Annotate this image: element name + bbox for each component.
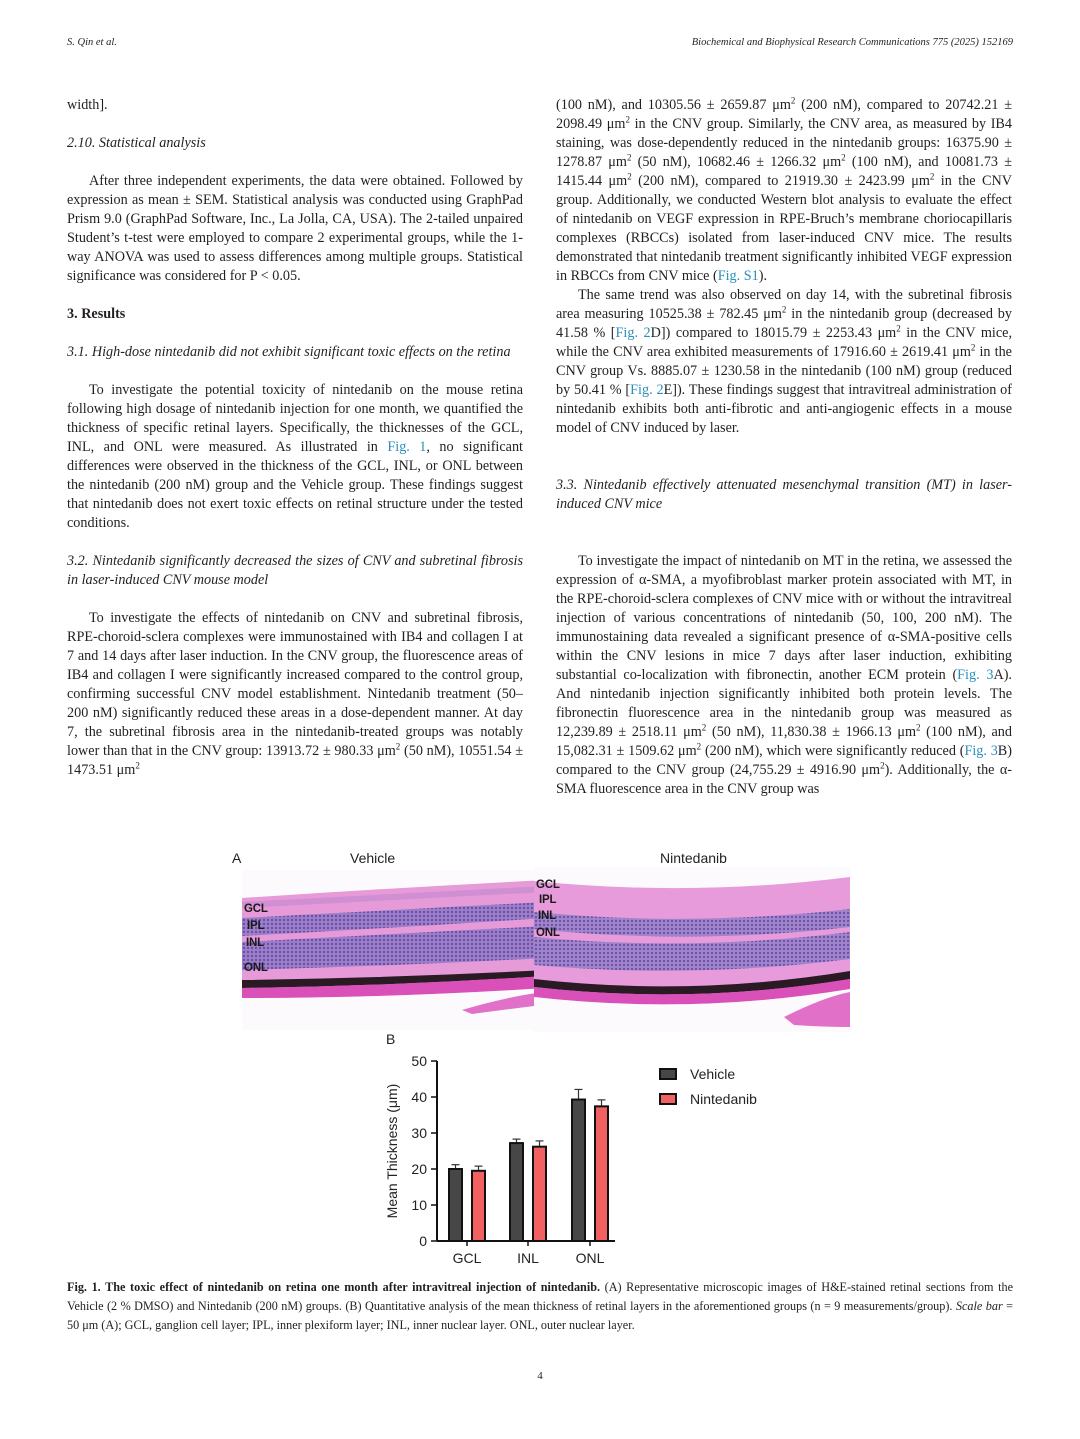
fig-2d-link[interactable]: Fig. 2 bbox=[615, 325, 651, 341]
svg-text:GCL: GCL bbox=[452, 1250, 482, 1265]
layer-label-onl: ONL bbox=[536, 927, 560, 939]
vehicle-image-title: Vehicle bbox=[350, 850, 396, 866]
layer-label-onl: ONL bbox=[244, 962, 268, 974]
panel-a-label: A bbox=[232, 850, 242, 866]
section-3-2-paragraph: To investigate the effects of nintedanib on CNV and subretinal fibrosis, RPE-choroid-sclera complexes were immunostained with IB4 and collagen I at 7 and 14 days after laser induction. In the CNV group, the fluorescence areas of IB4 and collagen I were significantly increased compared to the control group, confirming successful CNV model establishment. Nintedanib treatment (50–200 nM) significantly reduced these areas in a dose-dependent manner. At day 7, the subretinal fibrosis area in the nintedanib-treated groups was notably lower than that in the CNV group: 13913.72 ± 980.33 $\mu m^2$ (50 nM), 10551.54 ± 1473.51 $\mu m^2$ bbox=[67, 610, 523, 778]
left-column bbox=[67, 96, 523, 780]
section-3-2-title: 3.2. Nintedanib significantly decreased the sizes of CNV and subretinal fibrosis in laser-induced CNV mouse model bbox=[67, 553, 523, 588]
section-3-1-paragraph: To investigate the potential toxicity of nintedanib on the mouse retina following high dosage of nintedanib injection for one month, we quantified the thickness of specific retinal layers. Specifically, the thicknesses of the GCL, INL, and ONL were measured. As illustrated in Fig. 1, no significant differences were observed in the thickness of the GCL, INL, or ONL between the nintedanib (200 nM) group and the Vehicle group. These findings suggest that nintedanib does not exert toxic effects on retinal structure under the tested conditions. bbox=[67, 382, 523, 531]
running-head-right: Biochemical and Biophysical Research Communications 775 (2025) 152169 bbox=[691, 37, 1013, 48]
panel-b-label: B bbox=[386, 1031, 396, 1047]
section-3-3-title: 3.3. Nintedanib effectively attenuated mesenchymal transition (MT) in laser-induced CNV mice bbox=[556, 477, 1012, 512]
svg-text:Mean Thickness (μm): Mean Thickness (μm) bbox=[384, 1083, 400, 1219]
figure-1 bbox=[0, 845, 1080, 1265]
layer-label-inl: INL bbox=[538, 910, 556, 922]
svg-text:40: 40 bbox=[411, 1089, 427, 1105]
nintedanib-retina-illustration bbox=[534, 867, 850, 1032]
nintedanib-image-title: Nintedanib bbox=[660, 850, 727, 866]
vehicle-he-image bbox=[242, 870, 546, 1030]
fig-1-link[interactable]: Fig. 1 bbox=[387, 439, 427, 455]
running-head-left: S. Qin et al. bbox=[67, 37, 117, 48]
legend-swatch-nintedanib bbox=[659, 1093, 677, 1105]
section-3-title: 3. Results bbox=[67, 306, 126, 322]
section-2-10-title: 2.10. Statistical analysis bbox=[67, 135, 206, 151]
svg-text:ONL: ONL bbox=[575, 1250, 605, 1265]
fig-3b-link[interactable]: Fig. 3 bbox=[964, 743, 998, 759]
nintedanib-he-image bbox=[534, 867, 850, 1032]
layer-label-gcl: GCL bbox=[536, 879, 560, 891]
bar-chart-svg bbox=[375, 1025, 795, 1265]
svg-text:0: 0 bbox=[419, 1233, 427, 1249]
fig-2e-link[interactable]: Fig. 2 bbox=[630, 382, 664, 398]
page-number: 4 bbox=[537, 1370, 543, 1382]
continued-fragment: width]. bbox=[67, 97, 108, 113]
section-3-2-continued-paragraph: (100 nM), and 10305.56 ± 2659.87 $\mu m^2$ (200 nM), compared to 20742.21 ± 2098.49 $\mu m^2$ in the CNV group. Similarly, the CNV area, as measured by IB4 staining, was dose-dependently reduced in the nintedanib groups: 16375.90 ± 1278.87 $\mu m^2$ (50 nM), 10682.46 ± 1266.32 $\mu m^2$ (100 nM), and 10081.73 ± 1415.44 $\mu m^2$ (200 nM), compared to 21919.30 ± 2423.99 $\mu m^2$ in the CNV group. Additionally, we conducted Western blot analysis to evaluate the effect of nintedanib on VEGF expression in RPE-Bruch’s membrane choriocapillaris complexes (RBCCs) isolated from laser-induced CNV mice. The results demonstrated that nintedanib treatment significantly inhibited VEGF expression in RBCCs from CNV mice (Fig. S1). bbox=[556, 95, 1012, 284]
section-3-1-title: 3.1. High-dose nintedanib did not exhibit significant toxic effects on the retina bbox=[67, 344, 511, 360]
legend-label-vehicle: Vehicle bbox=[690, 1066, 736, 1082]
layer-label-inl: INL bbox=[246, 937, 264, 949]
section-2-10-paragraph: After three independent experiments, the data were obtained. Followed by expression as mean ± SEM. Statistical analysis was conducted using GraphPad Prism 9.0 (GraphPad Software, Inc., La Jolla, CA, USA). The 2-tailed unpaired Student’s t-test were employed to compare 2 experimental groups, while the 1-way ANOVA was used to assess differences among multiple groups. Statistical significance was considered for P < 0.05. bbox=[67, 173, 523, 284]
thickness-bar-chart bbox=[375, 1025, 795, 1265]
section-3-3-paragraph: To investigate the impact of nintedanib on MT in the retina, we assessed the expression of α-SMA, a myofibroblast marker protein associated with MT, in the RPE-choroid-sclera complexes of CNV mice with or without the intravitreal injection of various concentrations of nintedanib (50, 100, 200 nM). The immunostaining data revealed a significant presence of α-SMA-positive cells within the CNV lesions in mice 7 days after laser induction, exhibiting substantial co-localization with fibronectin, another ECM protein (Fig. 3A). And nintedanib injection significantly inhibited both protein levels. The fibronectin fluorescence area in the nintedanib group was measured as 12,239.89 ± 2518.11 $\mu m^2$ (50 nM), 11,830.38 ± 1966.13 $\mu m^2$ (100 nM), and 15,082.31 ± 1509.62 $\mu m^2$ (200 nM), which were significantly reduced (Fig. 3B) compared to the CNV group (24,755.29 ± 4916.90 $\mu m^2$). Additionally, the α-SMA fluorescence area in the CNV group was bbox=[556, 553, 1012, 797]
fig-s1-link[interactable]: Fig. S1 bbox=[717, 268, 759, 284]
figure-1-caption: Fig. 1. The toxic effect of nintedanib on retina one month after intravitreal injection of nintedanib. (A) Representative microscopic images of H&E-stained retinal sections from the Vehicle (2 % DMSO) and Nintedanib (200 nM) groups. (B) Quantitative analysis of the mean thickness of retinal layers in the aforementioned groups (n = 9 measurements/group). Scale bar = 50 μm (A); GCL, ganglion cell layer; IPL, inner plexiform layer; INL, inner nuclear layer. ONL, outer nuclear layer. bbox=[67, 1280, 1013, 1332]
layer-label-ipl: IPL bbox=[247, 920, 265, 932]
layer-label-ipl: IPL bbox=[539, 894, 557, 906]
svg-text:10: 10 bbox=[411, 1197, 427, 1213]
svg-text:50: 50 bbox=[411, 1053, 427, 1069]
svg-text:30: 30 bbox=[411, 1125, 427, 1141]
svg-text:20: 20 bbox=[411, 1161, 427, 1177]
day14-paragraph: The same trend was also observed on day 14, with the subretinal fibrosis area measuring 10525.38 ± 782.45 $\mu m^2$ in the nintedanib group (decreased by 41.58 % [Fig. 2D]) compared to 18015.79 ± 2253.43 $\mu m^2$ in the CNV mice, while the CNV area exhibited measurements of 17916.60 ± 2619.41 $\mu m^2$ in the CNV group Vs. 8885.07 ± 1230.58 in the nintedanib (100 nM) group (reduced by 50.41 % [Fig. 2E]). These findings suggest that intravitreal administration of nintedanib exhibits both anti-fibrotic and anti-angiogenic effects in a mouse model of CNV induced by laser. bbox=[556, 287, 1013, 436]
vehicle-retina-illustration bbox=[242, 870, 546, 1030]
fig-3a-link[interactable]: Fig. 3 bbox=[957, 667, 994, 683]
legend-label-nintedanib: Nintedanib bbox=[690, 1091, 757, 1107]
svg-text:INL: INL bbox=[517, 1250, 539, 1265]
layer-label-gcl: GCL bbox=[244, 903, 268, 915]
legend-swatch-vehicle bbox=[659, 1068, 677, 1080]
right-column bbox=[556, 96, 1012, 799]
